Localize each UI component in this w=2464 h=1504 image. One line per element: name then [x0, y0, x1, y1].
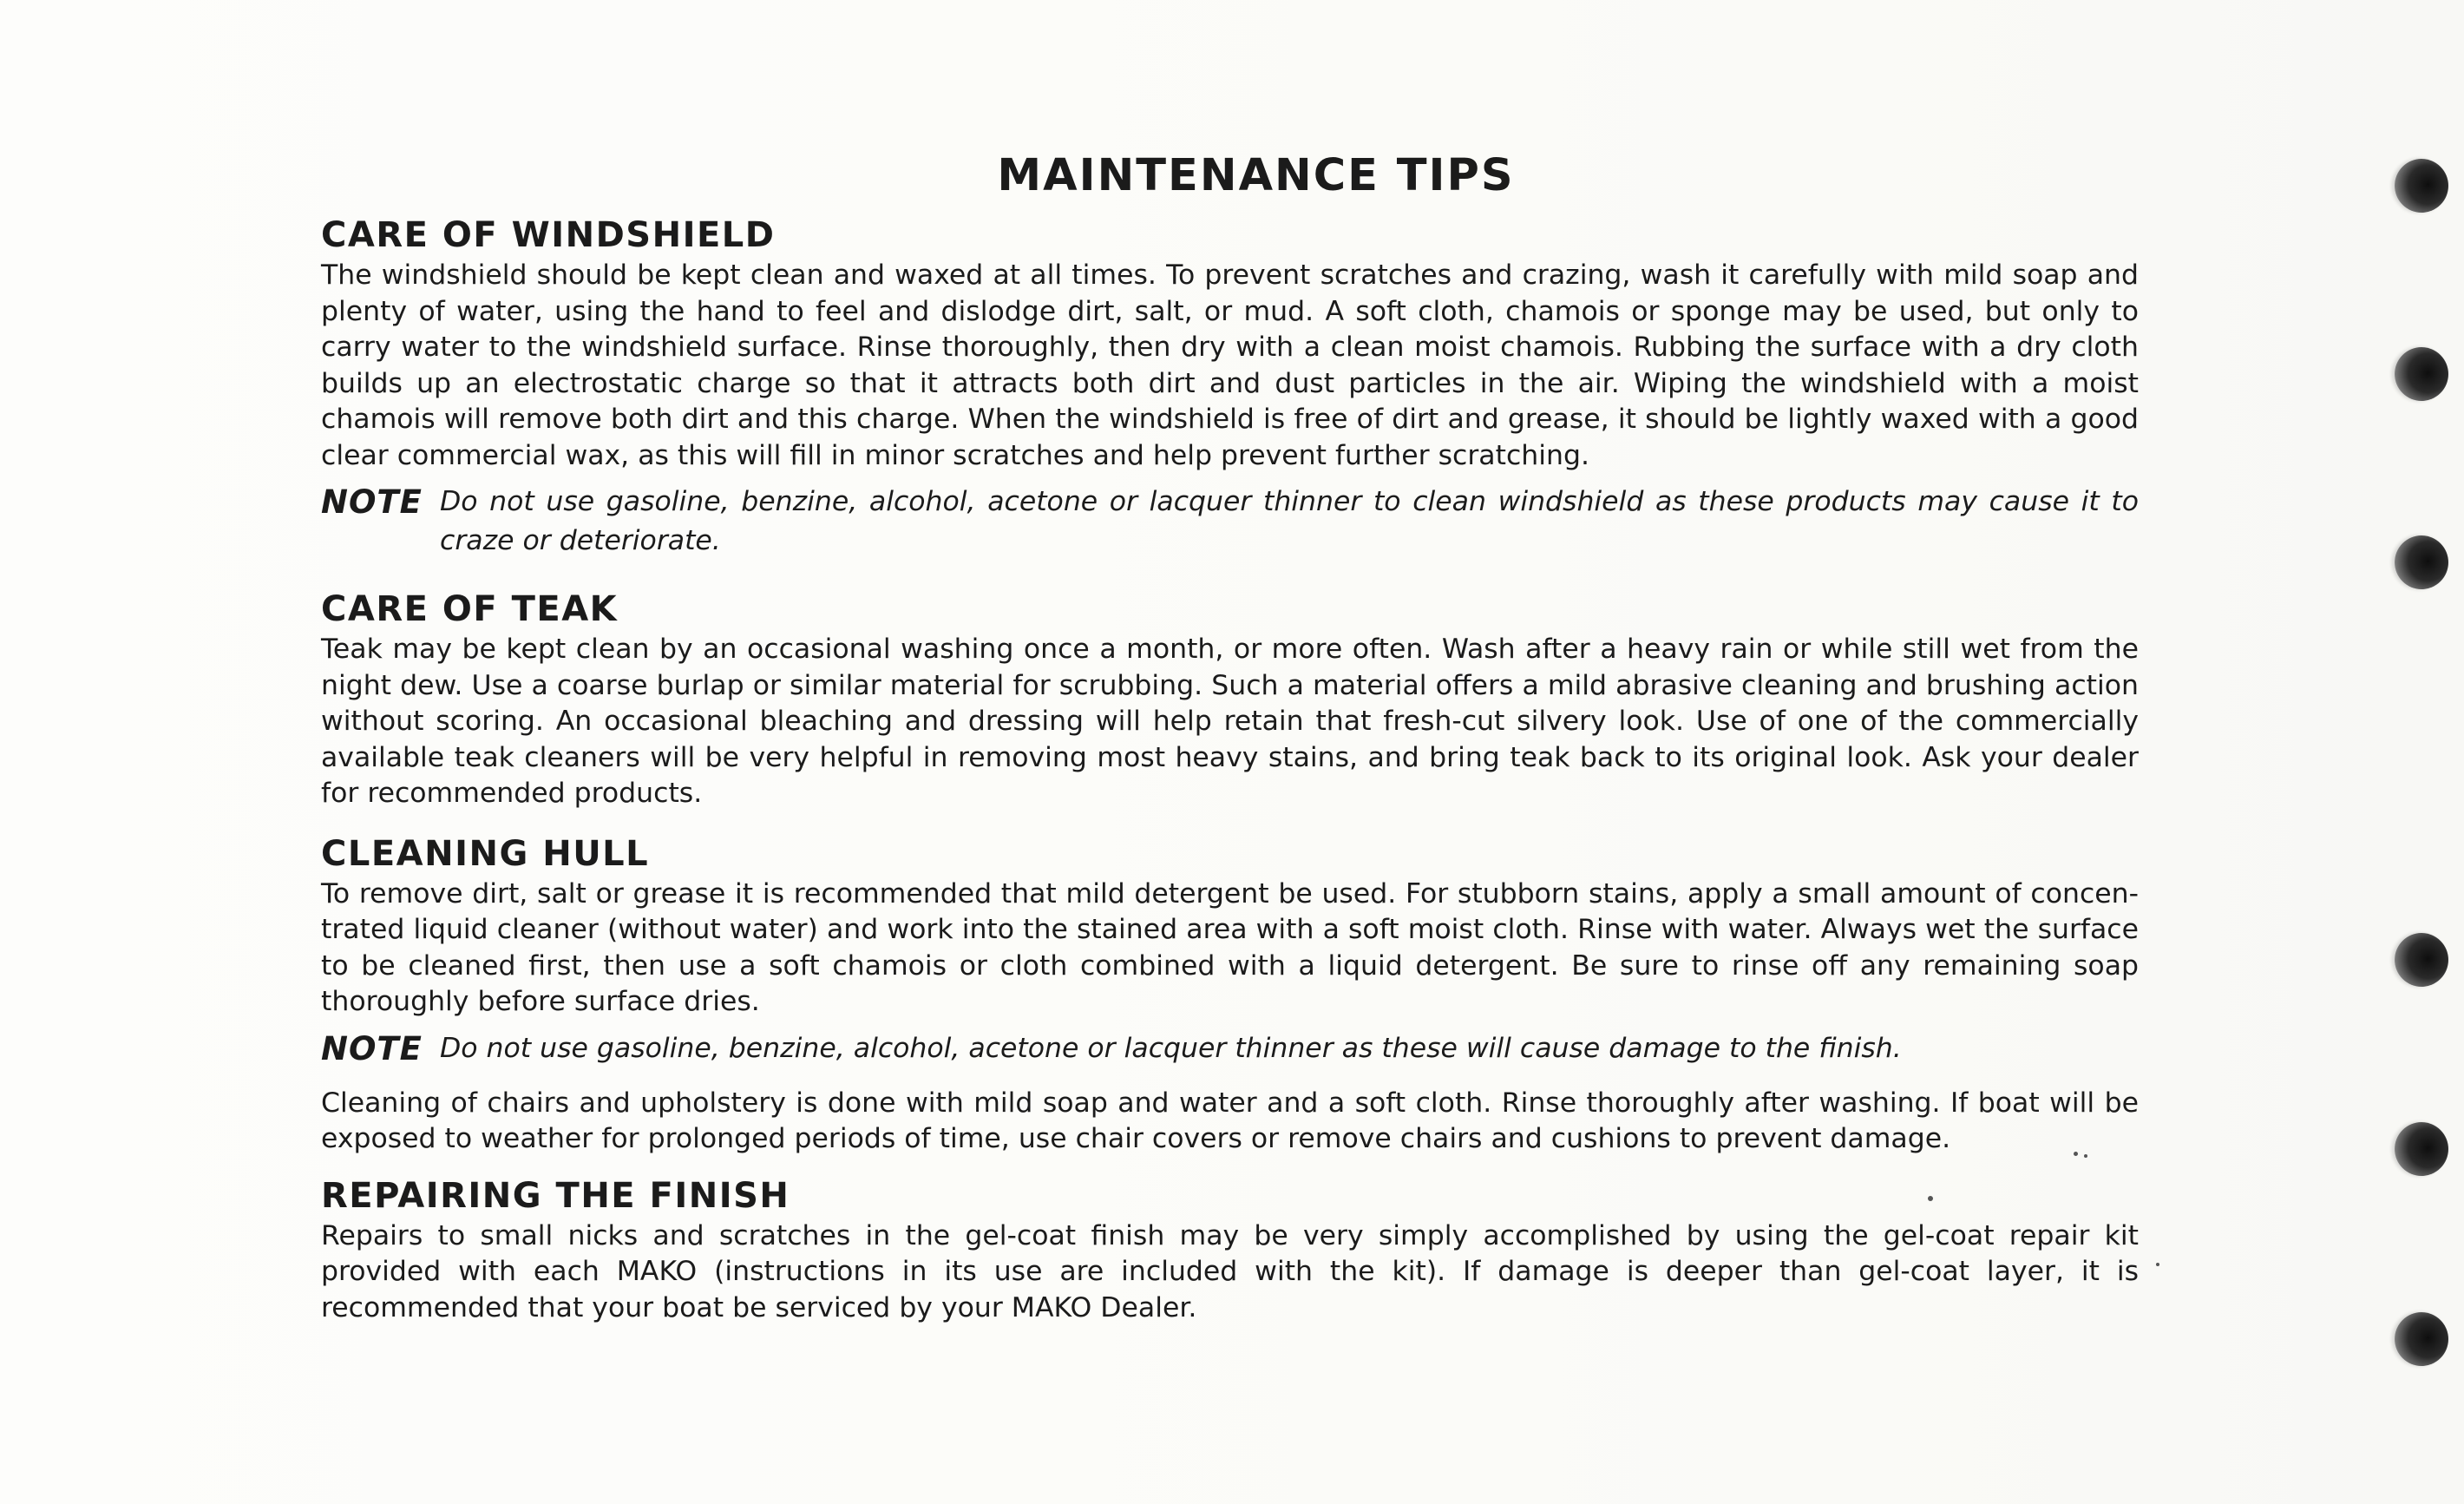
note-label: NOTE: [321, 1029, 423, 1067]
binder-hole: [2395, 1122, 2448, 1176]
scan-speck: [2156, 1263, 2159, 1266]
section-body: Repairs to small nicks and scratches in the gel-coat finish may be very simply accomplished by using the gel-coat repair kit provided with each MAKO (instructions in its use are included with the kit). If damage is deeper than gel-coat layer, it is recommended that your boat be serviced by your MAKO Dealer.: [321, 1219, 2139, 1323]
scan-speck: [1928, 1196, 1933, 1201]
section-body: Teak may be kept clean by an occasional washing once a month, or more often. Wash after a heavy rain or while still wet from the night dew. Use a coarse burlap or similar material for scrubbing. Such a material offers a mild abrasive cleaning and brushing action without scoring. An occasional bleaching and dressing will help retain that fresh-cut silvery look. Use of one of the commercially available teak cleaners will be very helpful in removing most heavy stains, and bring teak back to its original look. Ask your dealer for recommended products.: [321, 634, 2139, 809]
note-label: NOTE: [321, 483, 423, 521]
binder-hole: [2395, 933, 2448, 987]
section-heading: CARE OF TEAK: [321, 589, 619, 629]
page-title: MAINTENANCE TIPS: [997, 150, 1515, 201]
binder-hole: [2395, 1312, 2448, 1366]
section-heading: CLEANING HULL: [321, 833, 650, 874]
binder-hole: [2395, 535, 2448, 589]
binder-hole: [2395, 159, 2448, 213]
note-text: Do not use gasoline, benzine, alcohol, acetone or lacquer thinner to clean windshield as these products may cause it to craze or deteriorate.: [440, 486, 2139, 556]
binder-hole: [2395, 347, 2448, 401]
section-body-extra: Cleaning of chairs and upholstery is done with mild soap and water and a soft cloth. Rinse thoroughly after washing. If boat will be exposed to weather for prolonged periods of time, use chair covers or remove chairs and cushions to prevent damage.: [321, 1087, 2139, 1154]
note-text: Do not use gasoline, benzine, alcohol, acetone or lacquer thinner as these will cause damage to the finish.: [440, 1032, 1902, 1064]
section-heading: CARE OF WINDSHIELD: [321, 215, 776, 255]
section-windshield: [321, 213, 2139, 561]
scan-speck: [2074, 1152, 2078, 1156]
note-block: [321, 483, 2139, 561]
scan-speck: [2084, 1154, 2087, 1158]
section-teak: [321, 587, 2139, 812]
page-content: [321, 143, 2139, 1326]
section-body: The windshield should be kept clean and waxed at all times. To prevent scratches and crazing, wash it carefully with mild soap and plenty of water, using the hand to feel and dislodge dirt, salt, or mud. A soft cloth, chamois or sponge may be used, but only to carry water to the windshield surface. Rinse thoroughly, then dry with a clean moist chamois. Rubbing the surface with a dry cloth builds up an electrostatic charge so that it attracts both dirt and dust particles in the air. Wiping the windshield with a moist chamois will remove both dirt and this charge. When the windshield is free of dirt and grease, it should be lightly waxed with a good clear commercial wax, as this will fill in minor scratches and help prevent further scratching.: [321, 259, 2139, 471]
section-body: To remove dirt, salt or grease it is recommended that mild detergent be used. For stubborn stains, apply a small amount of concen-trated liquid cleaner (without water) and work into the stained area with a soft moist cloth. Rinse with water. Always wet the surface to be cleaned first, then use a soft chamois or cloth combined with a liquid detergent. Be sure to rinse off any remaining soap thoroughly before surface dries.: [321, 877, 2139, 1017]
section-heading: REPAIRING THE FINISH: [321, 1175, 790, 1216]
section-hull: [321, 831, 2139, 1158]
section-finish: [321, 1173, 2139, 1327]
note-block: [321, 1029, 2139, 1068]
